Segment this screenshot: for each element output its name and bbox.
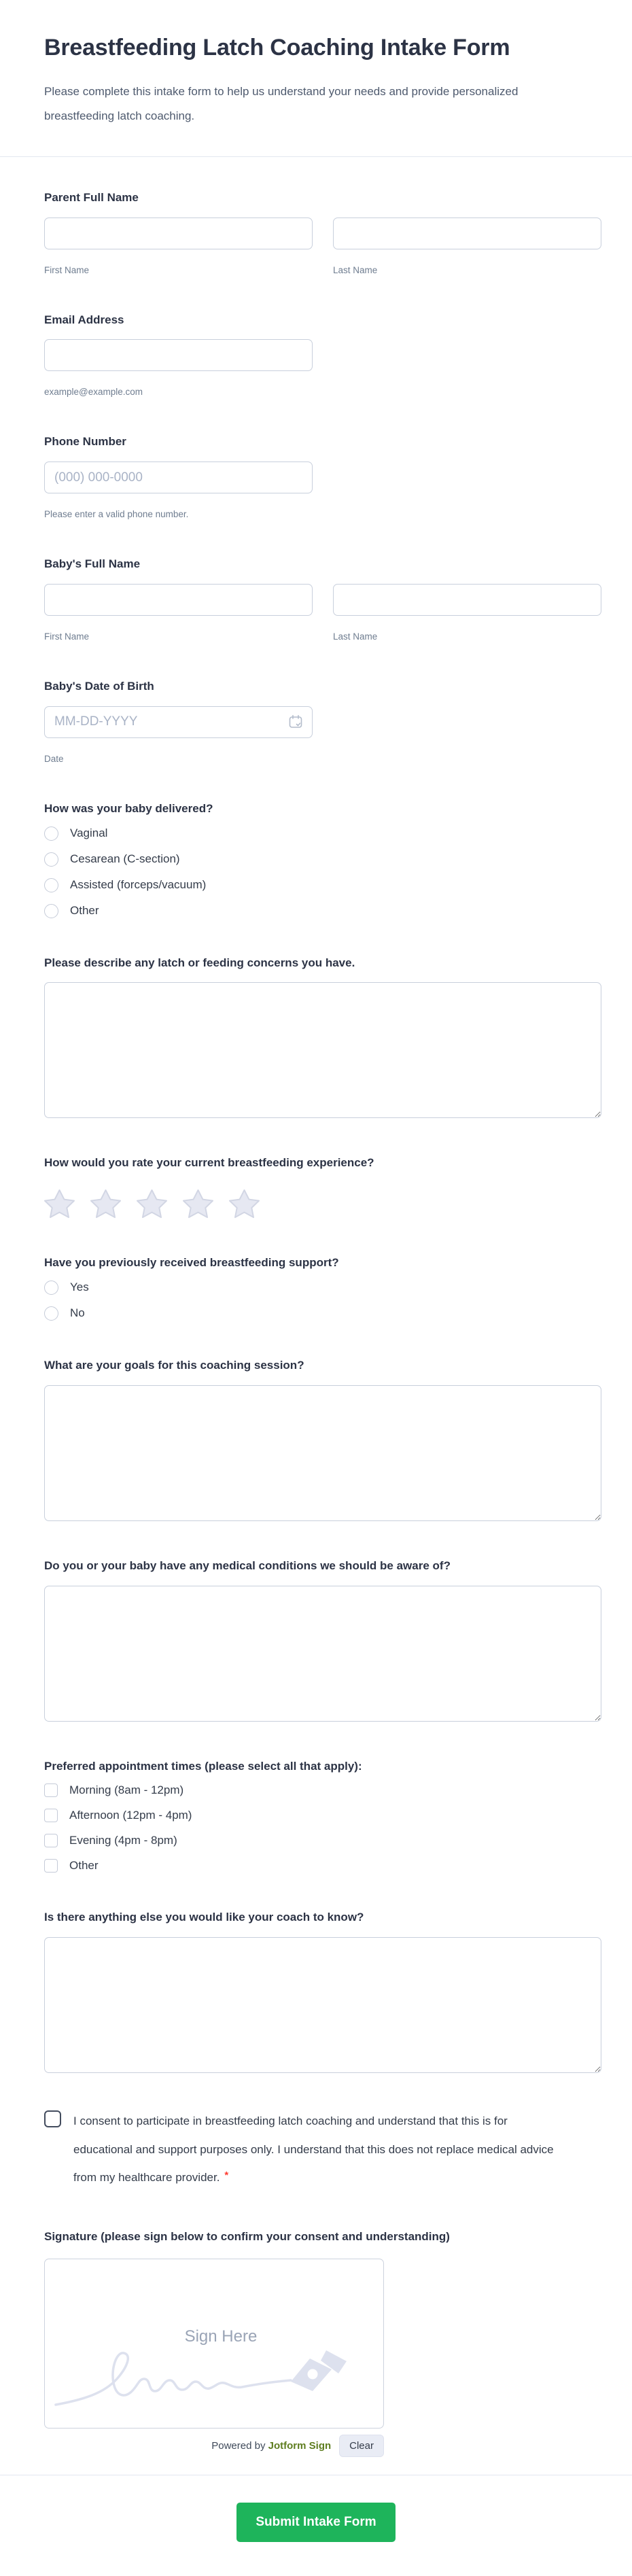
baby-first-name-input[interactable]	[44, 584, 313, 616]
page-subtitle: Please complete this intake form to help us understand your needs and provide personalized breastfeeding latch coaching.	[44, 84, 519, 123]
field-baby-name	[44, 556, 601, 642]
checkbox[interactable]	[44, 1834, 58, 1847]
field-medical	[44, 1558, 601, 1722]
submit-button[interactable]: Submit Intake Form	[236, 2503, 395, 2542]
jotform-sign-brand: Jotform Sign	[268, 2439, 332, 2452]
dob-label: Baby's Date of Birth	[44, 679, 154, 693]
signature-footer	[44, 2435, 384, 2457]
dob-sublabel: Date	[44, 753, 64, 764]
consent-text: I consent to participate in breastfeeding latch coaching and understand that this is for educational and support purposes only. I understand that this does not replace medical advice from my healthcare provider. *	[73, 2114, 554, 2185]
delivery-option-other[interactable]: Other	[44, 904, 601, 918]
clear-signature-button[interactable]: Clear	[339, 2435, 384, 2457]
radio-button[interactable]	[44, 1306, 58, 1321]
signature-pad[interactable]	[44, 2259, 384, 2429]
goals-label: What are your goals for this coaching session?	[44, 1358, 304, 1372]
calendar-icon[interactable]	[287, 714, 304, 730]
baby-first-name-sublabel: First Name	[44, 631, 90, 642]
delivery-option-assisted[interactable]: Assisted (forceps/vacuum)	[44, 878, 601, 892]
baby-name-label: Baby's Full Name	[44, 557, 141, 571]
previous-support-option-no[interactable]: No	[44, 1306, 601, 1321]
rating-label: How would you rate your current breastfeeding experience?	[44, 1156, 374, 1170]
phone-input[interactable]	[44, 462, 313, 493]
phone-label: Phone Number	[44, 435, 126, 449]
medical-textarea[interactable]	[44, 1586, 601, 1722]
radio-button[interactable]	[44, 852, 58, 867]
appointment-option-afternoon[interactable]: Afternoon (12pm - 4pm)	[44, 1809, 601, 1822]
field-anything-else	[44, 1909, 601, 2073]
field-parent-name	[44, 190, 601, 275]
parent-last-name-input[interactable]	[333, 217, 601, 249]
goals-textarea[interactable]	[44, 1385, 601, 1521]
email-input[interactable]	[44, 339, 313, 371]
sign-here-placeholder: Sign Here	[184, 2327, 258, 2346]
previous-support-label: Have you previously received breastfeeding support?	[44, 1256, 339, 1270]
parent-first-name-input[interactable]	[44, 217, 313, 249]
delivery-option-cesarean[interactable]: Cesarean (C-section)	[44, 852, 601, 867]
appointment-option-morning[interactable]: Morning (8am - 12pm)	[44, 1783, 601, 1797]
checkbox[interactable]	[44, 1783, 58, 1797]
field-concerns	[44, 955, 601, 1119]
parent-name-label: Parent Full Name	[44, 190, 139, 204]
appointment-option-evening[interactable]: Evening (4pm - 8pm)	[44, 1834, 601, 1847]
appointment-option-other[interactable]: Other	[44, 1859, 601, 1873]
baby-last-name-sublabel: Last Name	[333, 631, 378, 642]
header-divider	[0, 156, 632, 157]
anything-else-label: Is there anything else you would like your coach to know?	[44, 1911, 364, 1924]
star-icon[interactable]	[90, 1189, 121, 1218]
parent-first-name-sublabel: First Name	[44, 264, 90, 275]
field-consent	[44, 2107, 601, 2192]
anything-else-textarea[interactable]	[44, 1937, 601, 2073]
parent-last-name-sublabel: Last Name	[333, 264, 378, 275]
star-icon[interactable]	[229, 1189, 260, 1218]
field-phone	[44, 434, 601, 519]
phone-sublabel: Please enter a valid phone number.	[44, 509, 189, 520]
email-sublabel: example@example.com	[44, 387, 143, 398]
field-appointment	[44, 1758, 601, 1873]
radio-button[interactable]	[44, 904, 58, 918]
checkbox[interactable]	[44, 1809, 58, 1822]
star-icon[interactable]	[137, 1189, 167, 1218]
email-label: Email Address	[44, 313, 124, 326]
medical-label: Do you or your baby have any medical conditions we should be aware of?	[44, 1559, 451, 1572]
consent-checkbox[interactable]	[44, 2110, 61, 2127]
required-asterisk: *	[224, 2170, 229, 2182]
concerns-label: Please describe any latch or feeding concerns you have.	[44, 956, 355, 969]
field-delivery	[44, 801, 601, 918]
star-icon[interactable]	[183, 1189, 213, 1218]
previous-support-option-yes[interactable]: Yes	[44, 1281, 601, 1295]
baby-last-name-input[interactable]	[333, 584, 601, 616]
powered-by-text: Powered by Jotform Sign	[211, 2439, 332, 2452]
dob-input[interactable]	[44, 706, 313, 738]
field-dob	[44, 678, 601, 764]
form-body	[0, 190, 632, 2457]
star-rating[interactable]	[44, 1189, 601, 1218]
page-title: Breastfeeding Latch Coaching Intake Form	[44, 35, 510, 60]
star-icon[interactable]	[44, 1189, 75, 1218]
delivery-label: How was your baby delivered?	[44, 801, 213, 815]
signature-squiggle-and-pen-icon	[52, 2339, 371, 2421]
checkbox[interactable]	[44, 1859, 58, 1873]
field-previous-support	[44, 1255, 601, 1321]
field-email	[44, 312, 601, 398]
field-rating	[44, 1155, 601, 1218]
delivery-option-vaginal[interactable]: Vaginal	[44, 826, 601, 841]
concerns-textarea[interactable]	[44, 982, 601, 1118]
form-header	[0, 0, 632, 129]
field-goals	[44, 1357, 601, 1521]
radio-button[interactable]	[44, 878, 58, 892]
signature-label: Signature (please sign below to confirm your consent and understanding)	[44, 2230, 450, 2244]
radio-button[interactable]	[44, 1281, 58, 1295]
radio-button[interactable]	[44, 826, 58, 841]
field-signature	[44, 2229, 601, 2457]
submit-row	[0, 2475, 632, 2576]
appointment-label: Preferred appointment times (please select all that apply):	[44, 1759, 362, 1773]
